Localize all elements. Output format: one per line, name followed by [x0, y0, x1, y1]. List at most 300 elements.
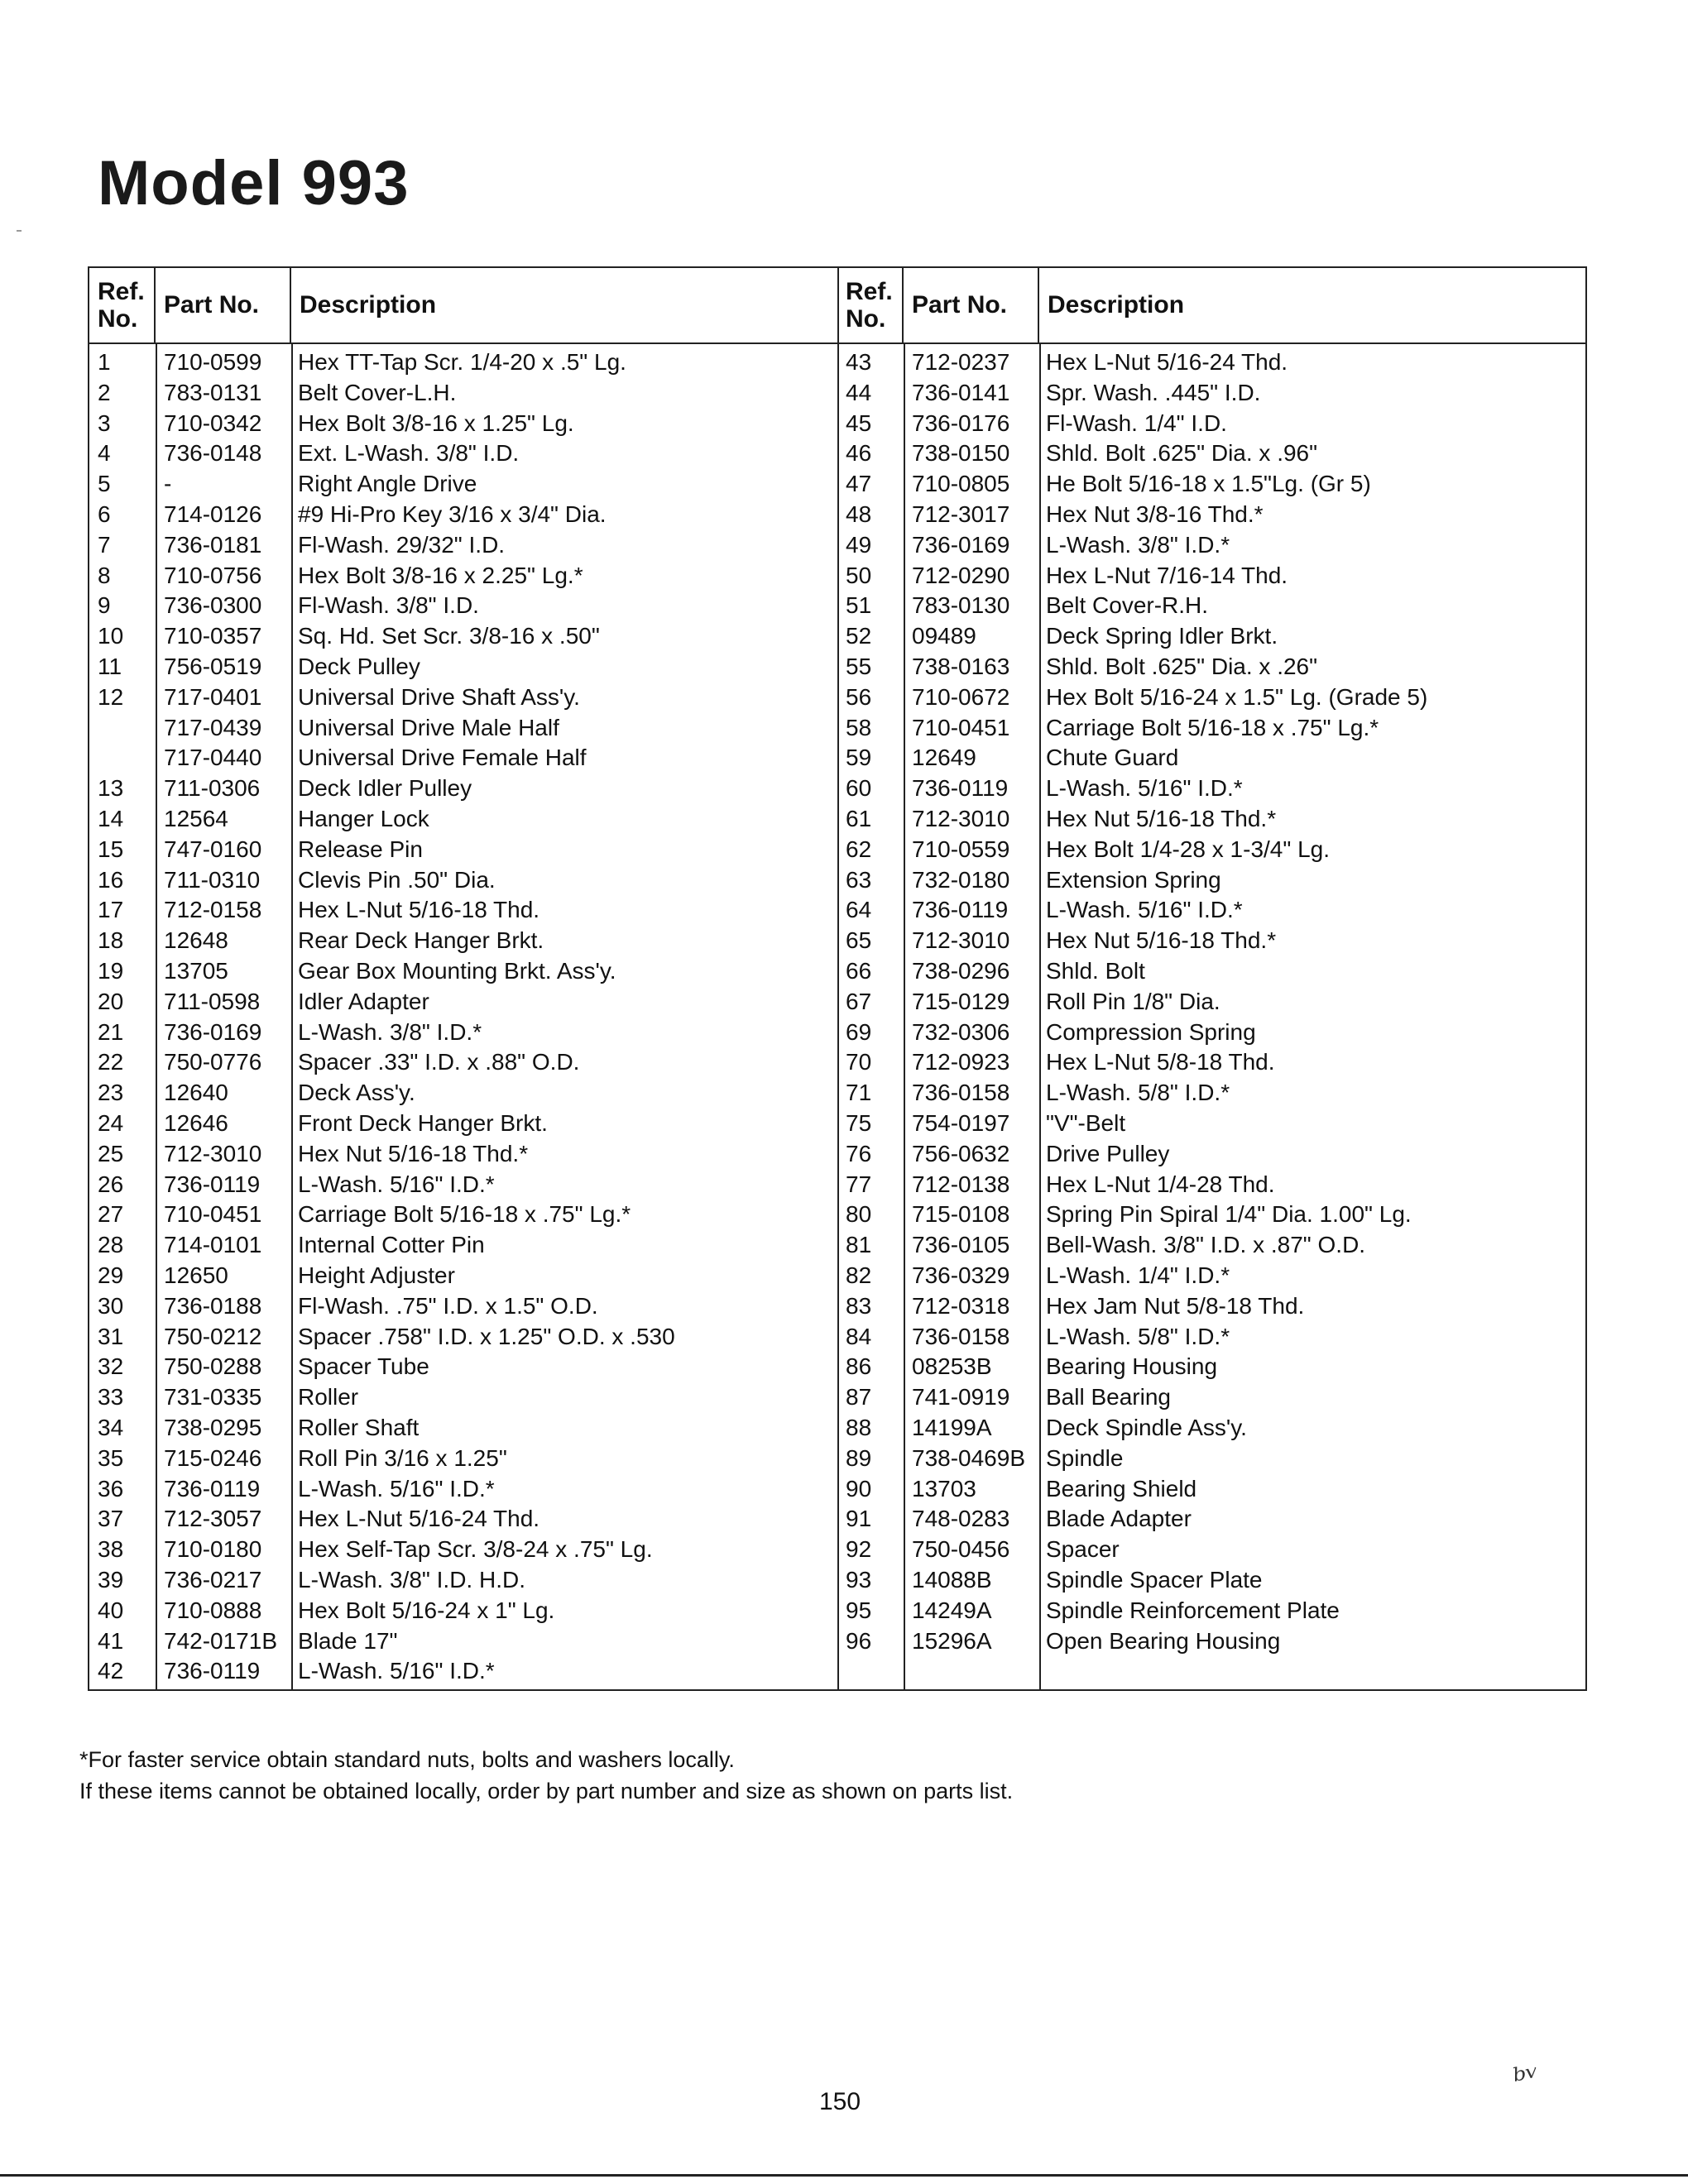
table-row [89, 378, 837, 409]
table-row [837, 1230, 1585, 1261]
table-row [89, 469, 837, 500]
part-no-cell: 712-0290 [912, 562, 1010, 588]
part-no-cell: 736-0141 [912, 379, 1010, 405]
description-cell: Deck Spring Idler Brkt. [1046, 623, 1278, 649]
description-cell: L-Wash. 5/16" I.D.* [298, 1171, 495, 1197]
ref-no-cell: 59 [846, 745, 872, 771]
table-header [89, 268, 837, 344]
ref-no-cell: 37 [98, 1506, 124, 1532]
part-no-cell: 15296A [912, 1627, 992, 1654]
ref-no-cell: 86 [846, 1353, 872, 1380]
description-cell: Spacer Tube [298, 1353, 429, 1380]
table-row [837, 1322, 1585, 1353]
table-row [89, 713, 837, 744]
header-part-no: Part No. [904, 268, 1039, 342]
description-cell: Extension Spring [1046, 866, 1221, 893]
description-cell: He Bolt 5/16-18 x 1.5"Lg. (Gr 5) [1046, 471, 1371, 497]
description-cell: Belt Cover-L.H. [298, 379, 457, 405]
table-row [89, 347, 837, 378]
table-row [837, 682, 1585, 713]
description-cell: Hex Bolt 3/8-16 x 1.25" Lg. [298, 410, 574, 436]
description-cell: Hex Self-Tap Scr. 3/8-24 x .75" Lg. [298, 1536, 653, 1563]
table-row [837, 347, 1585, 378]
part-no-cell: 717-0401 [164, 683, 262, 710]
part-no-cell: 731-0335 [164, 1384, 262, 1410]
ref-no-cell: 58 [846, 714, 872, 740]
bottom-rule [0, 2174, 1688, 2177]
part-no-cell: 736-0158 [912, 1080, 1010, 1106]
ref-no-cell: 51 [846, 592, 872, 619]
table-row [89, 1413, 837, 1444]
ref-no-cell: 50 [846, 562, 872, 588]
description-cell: Deck Pulley [298, 654, 420, 679]
table-row [837, 1018, 1585, 1048]
part-no-cell: 715-0108 [912, 1201, 1010, 1228]
part-no-cell: 750-0212 [164, 1323, 262, 1349]
ref-no-cell: 16 [98, 866, 124, 893]
description-cell: Roll Pin 1/8" Dia. [1046, 988, 1220, 1014]
description-cell: Spacer [1046, 1536, 1120, 1563]
part-no-cell: 736-0119 [164, 1658, 261, 1684]
ref-no-cell: 14 [98, 806, 124, 831]
table-row [837, 500, 1585, 530]
ref-no-cell: 4 [98, 440, 111, 467]
description-cell: Drive Pulley [1046, 1140, 1170, 1166]
description-cell: Spindle [1046, 1444, 1124, 1471]
description-cell: Hex Bolt 1/4-28 x 1-3/4" Lg. [1046, 836, 1331, 862]
ref-no-cell: 45 [846, 410, 872, 436]
description-cell: Roller [298, 1384, 359, 1410]
part-no-cell: 710-0756 [164, 562, 262, 588]
part-no-cell: 742-0171B [164, 1627, 278, 1654]
ref-no-cell: 23 [98, 1080, 124, 1106]
ref-no-cell: 95 [846, 1597, 872, 1623]
part-no-cell: 736-0300 [164, 592, 262, 619]
table-row [837, 1109, 1585, 1139]
part-no-cell: 732-0306 [912, 1018, 1010, 1045]
ref-no-cell: 25 [98, 1140, 124, 1166]
ref-no-cell: 36 [98, 1475, 124, 1502]
table-row [837, 1444, 1585, 1474]
table-row [837, 530, 1585, 561]
table-row [837, 438, 1585, 469]
description-cell: Idler Adapter [298, 988, 429, 1014]
header-ref-no: Ref. No. [837, 268, 904, 342]
part-no-cell: 714-0126 [164, 501, 262, 527]
ref-no-cell: 2 [98, 379, 111, 405]
table-row [837, 1170, 1585, 1200]
description-cell: L-Wash. 5/16" I.D.* [1046, 775, 1243, 802]
description-cell: L-Wash. 5/16" I.D.* [298, 1658, 495, 1684]
table-row [837, 561, 1585, 592]
description-cell: Hex Nut 5/16-18 Thd.* [1046, 806, 1277, 831]
table-row [89, 1139, 837, 1170]
description-cell: Deck Spindle Ass'y. [1046, 1415, 1247, 1440]
ref-no-cell: 22 [98, 1049, 124, 1075]
description-cell: "V"-Belt [1046, 1110, 1126, 1136]
table-row [89, 926, 837, 956]
table-row [89, 1656, 837, 1687]
table-row [89, 561, 837, 592]
header-description: Description [1048, 291, 1185, 318]
part-no-cell: 13705 [164, 958, 228, 984]
table-row [89, 530, 837, 561]
ref-no-cell: 41 [98, 1627, 124, 1654]
description-cell: L-Wash. 5/8" I.D.* [1046, 1323, 1230, 1349]
description-cell: Carriage Bolt 5/16-18 x .75" Lg.* [1046, 714, 1379, 740]
part-no-cell: 711-0598 [164, 988, 261, 1014]
part-no-cell: 750-0288 [164, 1353, 262, 1380]
table-row [837, 469, 1585, 500]
part-no-cell: 12650 [164, 1262, 228, 1288]
description-cell: Release Pin [298, 836, 423, 862]
description-cell: Hex Bolt 5/16-24 x 1" Lg. [298, 1597, 555, 1623]
description-cell: Spring Pin Spiral 1/4" Dia. 1.00" Lg. [1046, 1201, 1412, 1228]
ref-no-cell: 29 [98, 1262, 124, 1288]
part-no-cell: 712-3017 [912, 501, 1010, 527]
ref-no-cell: 1 [98, 349, 111, 375]
table-row [837, 1047, 1585, 1078]
part-no-cell: 12640 [164, 1080, 228, 1106]
ref-no-cell: 35 [98, 1444, 124, 1471]
ref-no-cell: 9 [98, 592, 111, 619]
part-no-cell: 710-0342 [164, 410, 262, 436]
description-cell: Universal Drive Female Half [298, 745, 587, 771]
part-no-cell: 738-0163 [912, 654, 1010, 679]
table-row [837, 1504, 1585, 1535]
table-row [89, 409, 837, 439]
table-row [837, 621, 1585, 652]
description-cell: Spacer .33" I.D. x .88" O.D. [298, 1049, 580, 1075]
description-cell: Hex Bolt 3/8-16 x 2.25" Lg.* [298, 562, 583, 588]
table-row [89, 865, 837, 896]
table-row [837, 1139, 1585, 1170]
part-no-cell: 754-0197 [912, 1110, 1010, 1136]
description-cell: Internal Cotter Pin [298, 1232, 485, 1258]
description-cell: Chute Guard [1046, 745, 1179, 771]
table-rows-left [89, 342, 837, 1689]
table-row [837, 713, 1585, 744]
ref-no-cell: 5 [98, 471, 111, 497]
description-cell: Deck Idler Pulley [298, 775, 472, 802]
part-no-cell: 712-0237 [912, 349, 1010, 375]
description-cell: Ball Bearing [1046, 1384, 1171, 1410]
table-row [89, 621, 837, 652]
description-cell: Hex L-Nut 5/8-18 Thd. [1046, 1049, 1275, 1075]
ref-no-cell: 10 [98, 623, 124, 649]
part-no-cell: 736-0119 [164, 1171, 261, 1197]
ref-no-cell: 47 [846, 471, 872, 497]
ref-no-cell: 80 [846, 1201, 872, 1228]
description-cell: Blade 17" [298, 1627, 398, 1654]
description-cell: Hanger Lock [298, 806, 429, 831]
ref-no-cell: 19 [98, 958, 124, 984]
description-cell: Carriage Bolt 5/16-18 x .75" Lg.* [298, 1201, 631, 1228]
ref-no-cell: 26 [98, 1171, 124, 1197]
footnote-line-2: If these items cannot be obtained locally, order by part number and size as shown on parts list. [79, 1779, 1014, 1803]
table-row [837, 987, 1585, 1018]
part-no-cell: 738-0150 [912, 440, 1010, 467]
description-cell: Hex TT-Tap Scr. 1/4-20 x .5" Lg. [298, 349, 626, 375]
ref-no-cell: 69 [846, 1018, 872, 1045]
part-no-cell: 12646 [164, 1110, 228, 1136]
ref-no-cell: 6 [98, 501, 111, 527]
part-no-cell: 08253B [912, 1353, 992, 1380]
part-no-cell: 736-0169 [912, 531, 1010, 558]
description-cell: Rear Deck Hanger Brkt. [298, 927, 544, 954]
description-cell: Height Adjuster [298, 1262, 455, 1288]
table-row [89, 591, 837, 621]
ref-no-cell: 27 [98, 1201, 124, 1228]
part-no-cell: - [164, 471, 172, 497]
table-row [837, 956, 1585, 987]
part-no-cell: 748-0283 [912, 1506, 1010, 1532]
table-row [89, 1322, 837, 1353]
table-row [837, 409, 1585, 439]
part-no-cell: 710-0451 [912, 714, 1010, 740]
table-row [89, 682, 837, 713]
description-cell: L-Wash. 3/8" I.D.* [1046, 531, 1230, 558]
ref-no-cell: 17 [98, 897, 124, 923]
ref-no-cell: 43 [846, 349, 872, 375]
table-row [837, 591, 1585, 621]
description-cell: Bell-Wash. 3/8" I.D. x .87" O.D. [1046, 1232, 1366, 1258]
ref-no-cell: 89 [846, 1444, 872, 1471]
part-no-cell: 712-0318 [912, 1292, 1010, 1319]
table-row [89, 956, 837, 987]
part-no-cell: 736-0119 [912, 897, 1009, 923]
ref-no-cell: 77 [846, 1171, 872, 1197]
description-cell: Hex L-Nut 7/16-14 Thd. [1046, 562, 1288, 588]
ref-no-cell: 64 [846, 897, 872, 923]
part-no-cell: 736-0119 [164, 1475, 261, 1502]
table-rows-right [837, 342, 1585, 1689]
part-no-cell: 710-0805 [912, 471, 1010, 497]
part-no-cell: 710-0672 [912, 683, 1010, 710]
ref-no-cell: 63 [846, 866, 872, 893]
description-cell: Clevis Pin .50" Dia. [298, 866, 496, 893]
ref-no-cell: 42 [98, 1658, 124, 1684]
table-row [837, 835, 1585, 865]
description-cell: Ext. L-Wash. 3/8" I.D. [298, 440, 520, 467]
table-row [89, 438, 837, 469]
description-cell: Shld. Bolt [1046, 958, 1145, 984]
part-no-cell: 715-0246 [164, 1444, 262, 1471]
part-no-cell: 736-0148 [164, 440, 262, 467]
table-row [89, 1109, 837, 1139]
table-row [837, 1078, 1585, 1109]
description-cell: L-Wash. 3/8" I.D. H.D. [298, 1567, 525, 1592]
description-cell: Shld. Bolt .625" Dia. x .26" [1046, 654, 1318, 679]
ref-no-cell: 52 [846, 623, 872, 649]
part-no-cell: 712-0923 [912, 1049, 1010, 1075]
table-row [89, 1444, 837, 1474]
description-cell: Roll Pin 3/16 x 1.25" [298, 1444, 507, 1471]
table-row [89, 1352, 837, 1382]
parts-table-left [89, 268, 839, 1689]
part-no-cell: 712-3010 [164, 1140, 262, 1166]
part-no-cell: 715-0129 [912, 988, 1010, 1014]
ref-no-cell: 33 [98, 1384, 124, 1410]
part-no-cell: 736-0188 [164, 1292, 262, 1319]
description-cell: L-Wash. 1/4" I.D.* [1046, 1262, 1230, 1288]
ref-no-cell: 44 [846, 379, 872, 405]
part-no-cell: 736-0181 [164, 531, 262, 558]
part-no-cell: 717-0440 [164, 745, 262, 771]
table-row [89, 1047, 837, 1078]
ref-no-cell: 66 [846, 958, 872, 984]
ref-no-cell: 48 [846, 501, 872, 527]
ref-no-cell: 70 [846, 1049, 872, 1075]
part-no-cell: 710-0357 [164, 623, 262, 649]
description-cell: Spindle Spacer Plate [1046, 1567, 1263, 1592]
description-cell: Hex Nut 3/8-16 Thd.* [1046, 501, 1264, 527]
ref-no-cell: 81 [846, 1232, 872, 1258]
ref-no-cell: 90 [846, 1475, 872, 1502]
part-no-cell: 736-0105 [912, 1232, 1010, 1258]
table-row [89, 1200, 837, 1230]
ref-no-cell: 40 [98, 1597, 124, 1623]
part-no-cell: 12648 [164, 927, 228, 954]
part-no-cell: 783-0131 [164, 379, 262, 405]
table-row [837, 1535, 1585, 1565]
part-no-cell: 714-0101 [164, 1232, 262, 1258]
part-no-cell: 710-0451 [164, 1201, 262, 1228]
table-row [89, 774, 837, 804]
description-cell: Hex Jam Nut 5/8-18 Thd. [1046, 1292, 1305, 1319]
table-row [837, 743, 1585, 774]
ref-no-cell: 21 [98, 1018, 124, 1045]
ref-no-cell: 93 [846, 1567, 872, 1592]
table-row [837, 1596, 1585, 1626]
part-no-cell: 750-0456 [912, 1536, 1010, 1563]
description-cell: Spr. Wash. .445" I.D. [1046, 379, 1261, 405]
part-no-cell: 710-0888 [164, 1597, 262, 1623]
header-ref-no: Ref. No. [89, 268, 156, 342]
part-no-cell: 732-0180 [912, 866, 1010, 893]
ref-no-cell: 8 [98, 562, 111, 588]
part-no-cell: 747-0160 [164, 836, 262, 862]
table-row [837, 1291, 1585, 1322]
ref-no-cell: 76 [846, 1140, 872, 1166]
table-row [89, 835, 837, 865]
table-row [837, 378, 1585, 409]
part-no-cell: 710-0559 [912, 836, 1010, 862]
ref-no-cell: 46 [846, 440, 872, 467]
ref-no-cell: 82 [846, 1262, 872, 1288]
table-row [837, 1352, 1585, 1382]
header-description: Description [300, 291, 437, 318]
description-cell: Deck Ass'y. [298, 1080, 415, 1106]
ref-no-cell: 11 [98, 654, 122, 679]
table-row [837, 1261, 1585, 1291]
ref-no-cell: 75 [846, 1110, 872, 1136]
part-no-cell: 736-0169 [164, 1018, 262, 1045]
ref-no-cell: 67 [846, 988, 872, 1014]
part-no-cell: 711-0310 [164, 866, 261, 893]
margin-tick [17, 230, 22, 232]
part-no-cell: 13703 [912, 1475, 976, 1502]
table-row [837, 1626, 1585, 1657]
part-no-cell: 738-0295 [164, 1415, 262, 1440]
table-header [837, 268, 1585, 344]
description-cell: Bearing Housing [1046, 1353, 1218, 1380]
ref-no-cell: 65 [846, 927, 872, 954]
description-cell: L-Wash. 3/8" I.D.* [298, 1018, 482, 1045]
part-no-cell: 712-3010 [912, 806, 1010, 831]
ref-no-cell [89, 743, 156, 774]
description-cell: L-Wash. 5/16" I.D.* [298, 1475, 495, 1502]
table-row [837, 1200, 1585, 1230]
table-row [89, 500, 837, 530]
description-cell: Hex Nut 5/16-18 Thd.* [298, 1140, 529, 1166]
table-row [837, 774, 1585, 804]
part-no-cell: 14088B [912, 1567, 992, 1592]
description-cell: Roller Shaft [298, 1415, 420, 1440]
part-no-cell: 14249A [912, 1597, 992, 1623]
table-row [837, 1382, 1585, 1413]
part-no-cell: 736-0217 [164, 1567, 262, 1592]
footnote-line-1: *For faster service obtain standard nuts, bolts and washers locally. [79, 1747, 735, 1772]
table-row [89, 1078, 837, 1109]
ref-no-cell: 20 [98, 988, 124, 1014]
description-cell: Sq. Hd. Set Scr. 3/8-16 x .50" [298, 623, 600, 649]
ref-no-cell: 55 [846, 654, 872, 679]
part-no-cell: 712-0158 [164, 897, 262, 923]
table-row [89, 652, 837, 682]
table-row [837, 1474, 1585, 1505]
ref-no-cell: 34 [98, 1415, 124, 1440]
ref-no-cell: 71 [846, 1080, 872, 1106]
parts-table-right [837, 268, 1585, 1689]
ref-no-cell: 12 [98, 683, 124, 710]
description-cell: Front Deck Hanger Brkt. [298, 1110, 548, 1136]
table-row [89, 987, 837, 1018]
ref-no-cell: 49 [846, 531, 872, 558]
table-row [89, 1230, 837, 1261]
ref-no-cell: 84 [846, 1323, 872, 1349]
parts-table [88, 266, 1587, 1691]
table-row [89, 1504, 837, 1535]
description-cell: Right Angle Drive [298, 471, 477, 497]
table-row [89, 1535, 837, 1565]
table-row [89, 1291, 837, 1322]
ref-no-cell: 62 [846, 836, 872, 862]
description-cell: Fl-Wash. 1/4" I.D. [1046, 410, 1227, 436]
description-cell: Universal Drive Male Half [298, 714, 559, 740]
ref-no-cell: 39 [98, 1567, 124, 1592]
description-cell: Blade Adapter [1046, 1506, 1192, 1532]
part-no-cell: 756-0632 [912, 1140, 1010, 1166]
table-row [837, 804, 1585, 835]
part-no-cell: 12564 [164, 806, 228, 831]
part-no-cell: 14199A [912, 1415, 992, 1440]
description-cell: Shld. Bolt .625" Dia. x .96" [1046, 440, 1318, 467]
table-row [837, 1413, 1585, 1444]
description-cell: Fl-Wash. .75" I.D. x 1.5" O.D. [298, 1292, 598, 1319]
part-no-cell: 09489 [912, 623, 976, 649]
ref-no-cell: 88 [846, 1415, 872, 1440]
table-row [837, 865, 1585, 896]
table-row [837, 1565, 1585, 1596]
part-no-cell: 736-0176 [912, 410, 1010, 436]
part-no-cell: 12649 [912, 745, 976, 771]
ref-no-cell: 18 [98, 927, 124, 954]
table-row [89, 804, 837, 835]
ref-no-cell: 96 [846, 1627, 872, 1654]
description-cell: Hex L-Nut 5/16-18 Thd. [298, 897, 540, 923]
table-row [837, 926, 1585, 956]
